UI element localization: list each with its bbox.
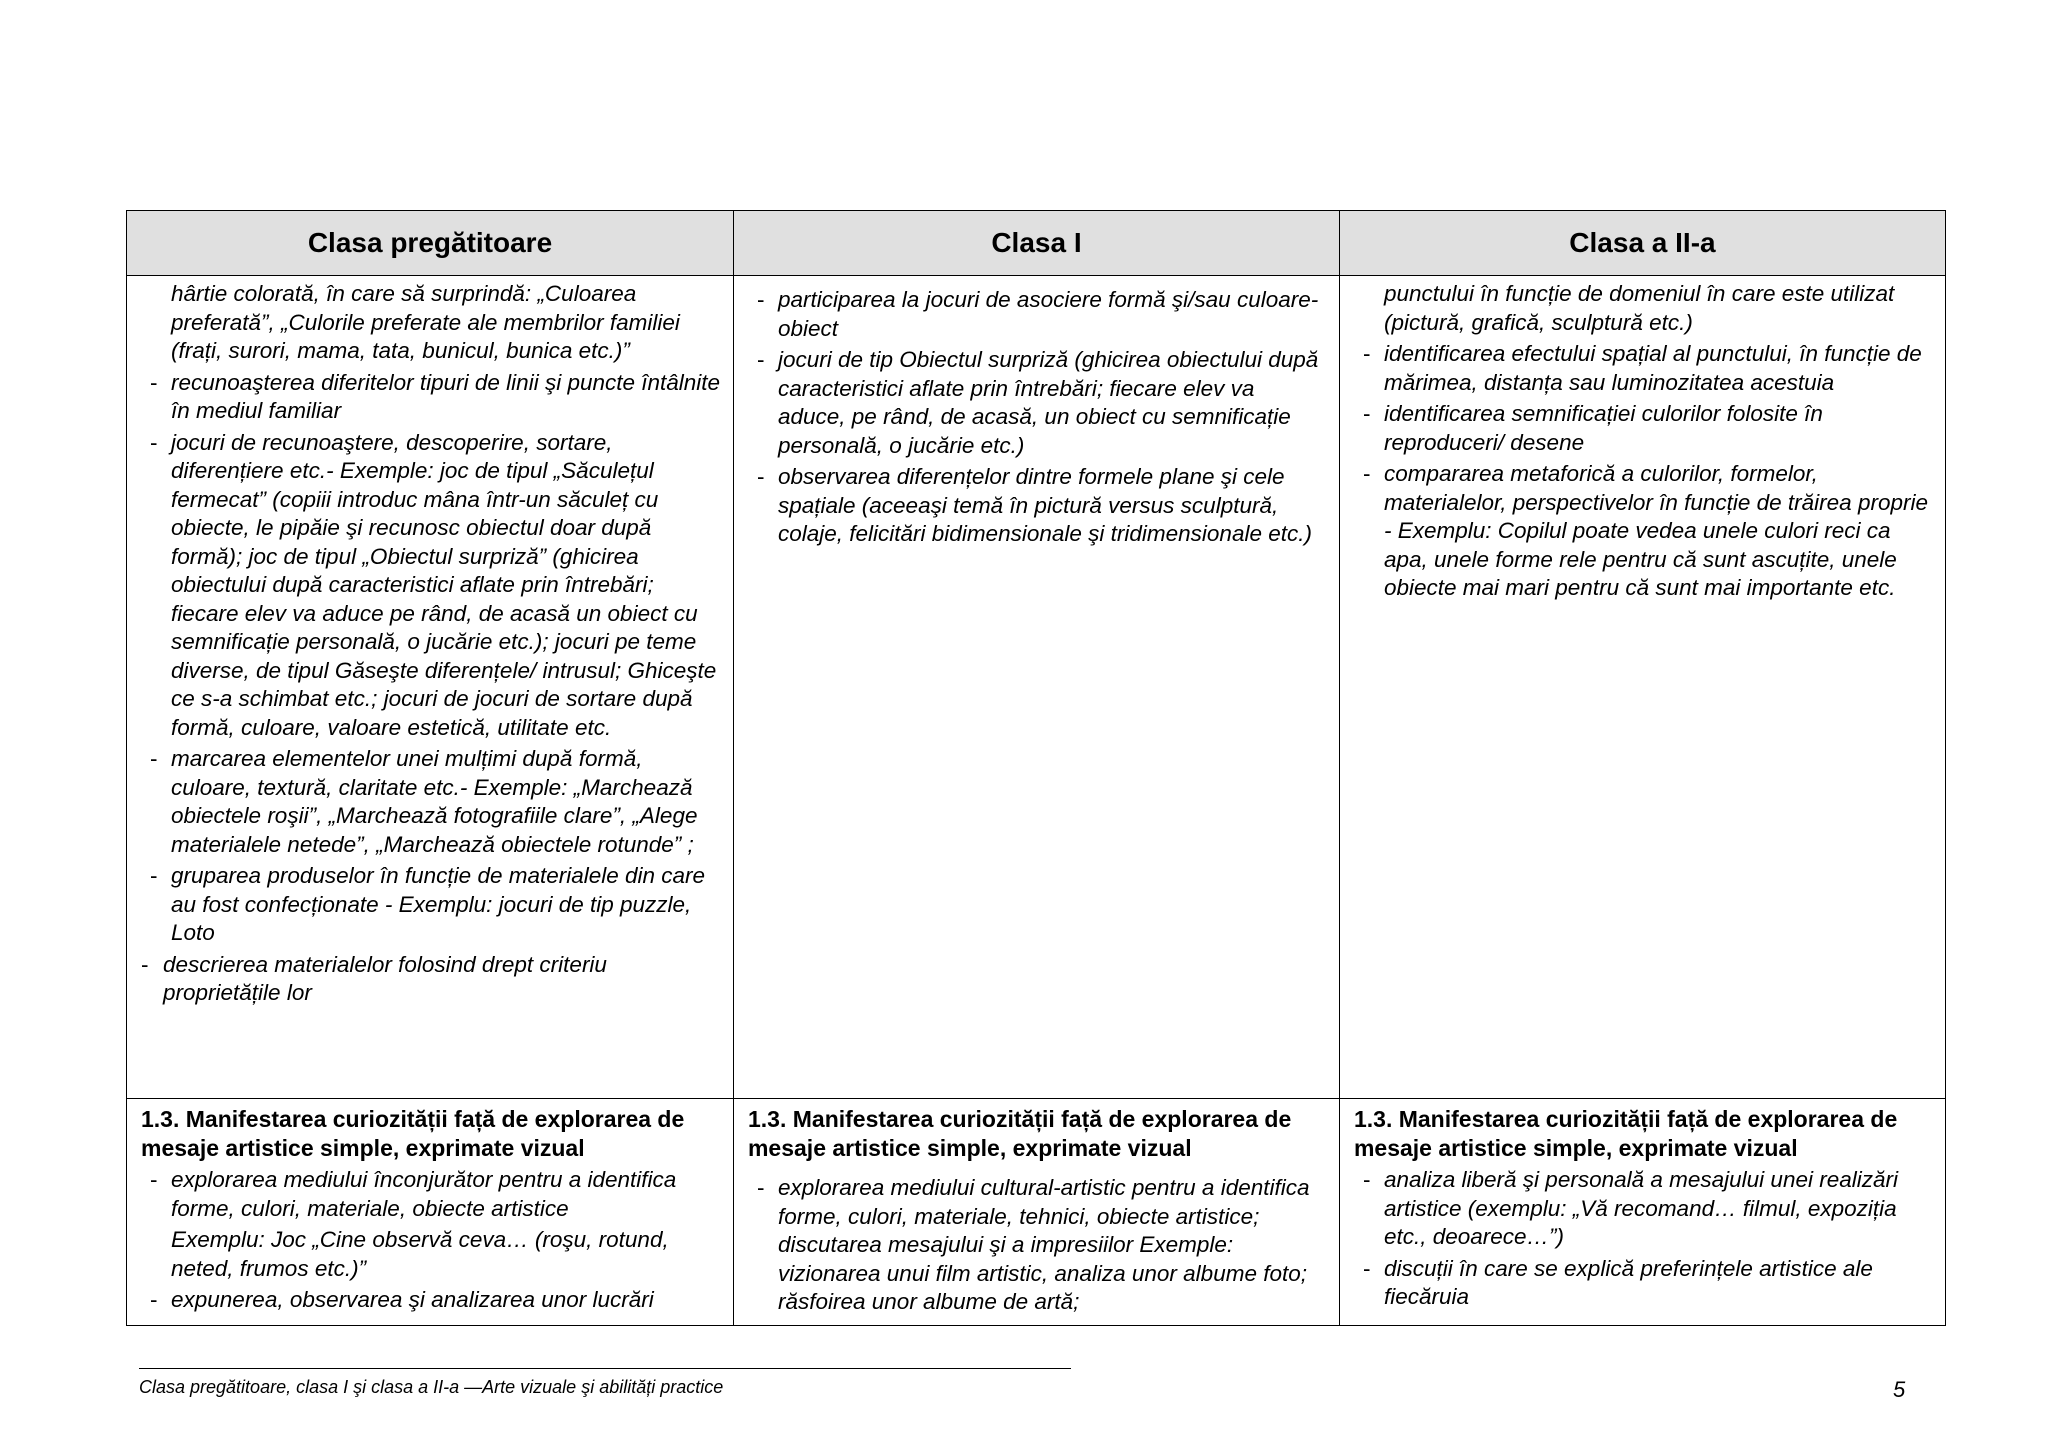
footer-text: Clasa pregătitoare, clasa I şi clasa a II-a —Arte vizuale şi abilități practice bbox=[139, 1377, 724, 1397]
cell-clasa-i-competence bbox=[733, 1099, 1339, 1325]
list-item: - identificarea semnificației culorilor folosite în reproduceri/ desene bbox=[1354, 400, 1933, 457]
list-item: - explorarea mediului înconjurător pentru a identifica forme, culori, materiale, obiecte artistice bbox=[141, 1166, 721, 1223]
cell-clasa-pregatitoare-competence bbox=[127, 1099, 733, 1325]
page-number: 5 bbox=[1893, 1377, 1906, 1402]
list-item: - discuții în care se explică preferințele artistice ale fiecăruia bbox=[1354, 1255, 1933, 1312]
list-item: - jocuri de tip Obiectul surpriză (ghicirea obiectului după caracteristici aflate prin întrebări; fiecare elev va aduce, pe rând, de acasă, un obiect cu semnificație personală, o jucărie etc.) bbox=[748, 346, 1327, 460]
curriculum-table bbox=[126, 210, 1946, 1326]
list-item: Exemplu: Joc „Cine observă ceva… (roşu, rotund, neted, frumos etc.)” bbox=[171, 1227, 669, 1281]
list-item: - identificarea efectului spațial al punctului, în funcție de mărimea, distanța sau luminozitatea acestuia bbox=[1354, 340, 1933, 397]
competence-title: 1.3. Manifestarea curiozității față de explorarea de mesaje artistice simple, exprimate vizual bbox=[141, 1106, 685, 1161]
list-item: - analiza liberă şi personală a mesajului unei realizări artistice (exemplu: „Vă recomand… filmul, expoziția etc., deoarece…”) bbox=[1354, 1166, 1933, 1252]
cell-clasa-a-ii-a-competence bbox=[1339, 1099, 1945, 1325]
bullet-list bbox=[748, 1174, 1327, 1317]
column-header-clasa-pregatitoare: Clasa pregătitoare bbox=[127, 211, 733, 275]
cell-clasa-a-ii-a-activities bbox=[1339, 276, 1945, 1098]
list-item: punctului în funcție de domeniul în care este utilizat (pictură, grafică, sculptură etc.) bbox=[1383, 281, 1895, 335]
bullet-list bbox=[141, 1166, 721, 1315]
competence-title: 1.3. Manifestarea curiozității față de explorarea de mesaje artistice simple, exprimate vizual bbox=[747, 1106, 1292, 1161]
table-header-row bbox=[127, 211, 1945, 275]
list-item: hârtie colorată, în care să surprindă: „Culoarea preferată”, „Culorile preferate ale membrilor familiei (frați, surori, mama, tata, bunicul, bunica etc.)” bbox=[171, 281, 680, 363]
list-item: - descrierea materialelor folosind drept criteriu proprietățile lor bbox=[141, 951, 721, 1008]
bullet-list bbox=[1354, 280, 1933, 603]
list-item: - expunerea, observarea şi analizarea unor lucrări bbox=[141, 1286, 721, 1315]
column-header-clasa-a-ii-a: Clasa a II-a bbox=[1339, 211, 1945, 275]
competence-title: 1.3. Manifestarea curiozității față de explorarea de mesaje artistice simple, exprimate vizual bbox=[1353, 1106, 1898, 1161]
list-item: - participarea la jocuri de asociere formă şi/sau culoare-obiect bbox=[748, 286, 1327, 343]
list-item: - observarea diferențelor dintre formele plane şi cele spațiale (aceeaşi temă în pictură versus sculptură, colaje, felicitări bidimensionale şi tridimensionale etc.) bbox=[748, 463, 1327, 549]
bullet-list bbox=[141, 280, 721, 1008]
footer-divider bbox=[139, 1368, 1071, 1369]
table-row-competence-1-3 bbox=[127, 1098, 1945, 1325]
cell-clasa-pregatitoare-activities bbox=[127, 276, 733, 1098]
list-item: - marcarea elementelor unei mulțimi după formă, culoare, textură, claritate etc.- Exemple: „Marchează obiectele roşii”, „Marchează fotografiile clare”, „Alege materialele netede”, „Marchează obiectele rotunde” ; bbox=[141, 745, 721, 859]
table-row-activities bbox=[127, 275, 1945, 1098]
list-item: - recunoaşterea diferitelor tipuri de linii şi puncte întâlnite în mediul familiar bbox=[141, 369, 721, 426]
list-item: - jocuri de recunoaştere, descoperire, sortare, diferențiere etc.- Exemple: joc de tipul „Săculețul fermecat” (copiii introduc mâna într-un săculeț cu obiecte, le pipăie şi recunosc obiectul doar după formă); joc de tipul „Obiectul surpriză” (ghicirea obiectului după caracteristici aflate prin întrebări; fiecare elev va aduce pe rând, de acasă un obiect cu semnificație personală, o jucărie etc.); jocuri pe teme diverse, de tipul Găseşte diferențele/ intrusul; Ghiceşte ce s-a schimbat etc.; jocuri de jocuri de sortare după formă, culoare, valoare estetică, utilitate etc. bbox=[141, 429, 721, 743]
bullet-list bbox=[1354, 1166, 1933, 1312]
list-item: - compararea metaforică a culorilor, formelor, materialelor, perspectivelor în funcție de trăirea proprie - Exemplu: Copilul poate vedea unele culori reci ca apa, unele forme rele pentru că sunt ascuțite, unele obiecte mai mari pentru că sunt mai importante etc. bbox=[1354, 460, 1933, 603]
bullet-list bbox=[748, 286, 1327, 549]
list-item: - gruparea produselor în funcție de materialele din care au fost confecționate - Exemplu: jocuri de tip puzzle, Loto bbox=[141, 862, 721, 948]
column-header-clasa-i: Clasa I bbox=[733, 211, 1339, 275]
cell-clasa-i-activities bbox=[733, 276, 1339, 1098]
list-item: - explorarea mediului cultural-artistic pentru a identifica forme, culori, materiale, tehnici, obiecte artistice; discutarea mesajului şi a impresiilor Exemple: vizionarea unui film artistic, analiza unor albume foto; răsfoirea unor albume de artă; bbox=[748, 1174, 1327, 1317]
